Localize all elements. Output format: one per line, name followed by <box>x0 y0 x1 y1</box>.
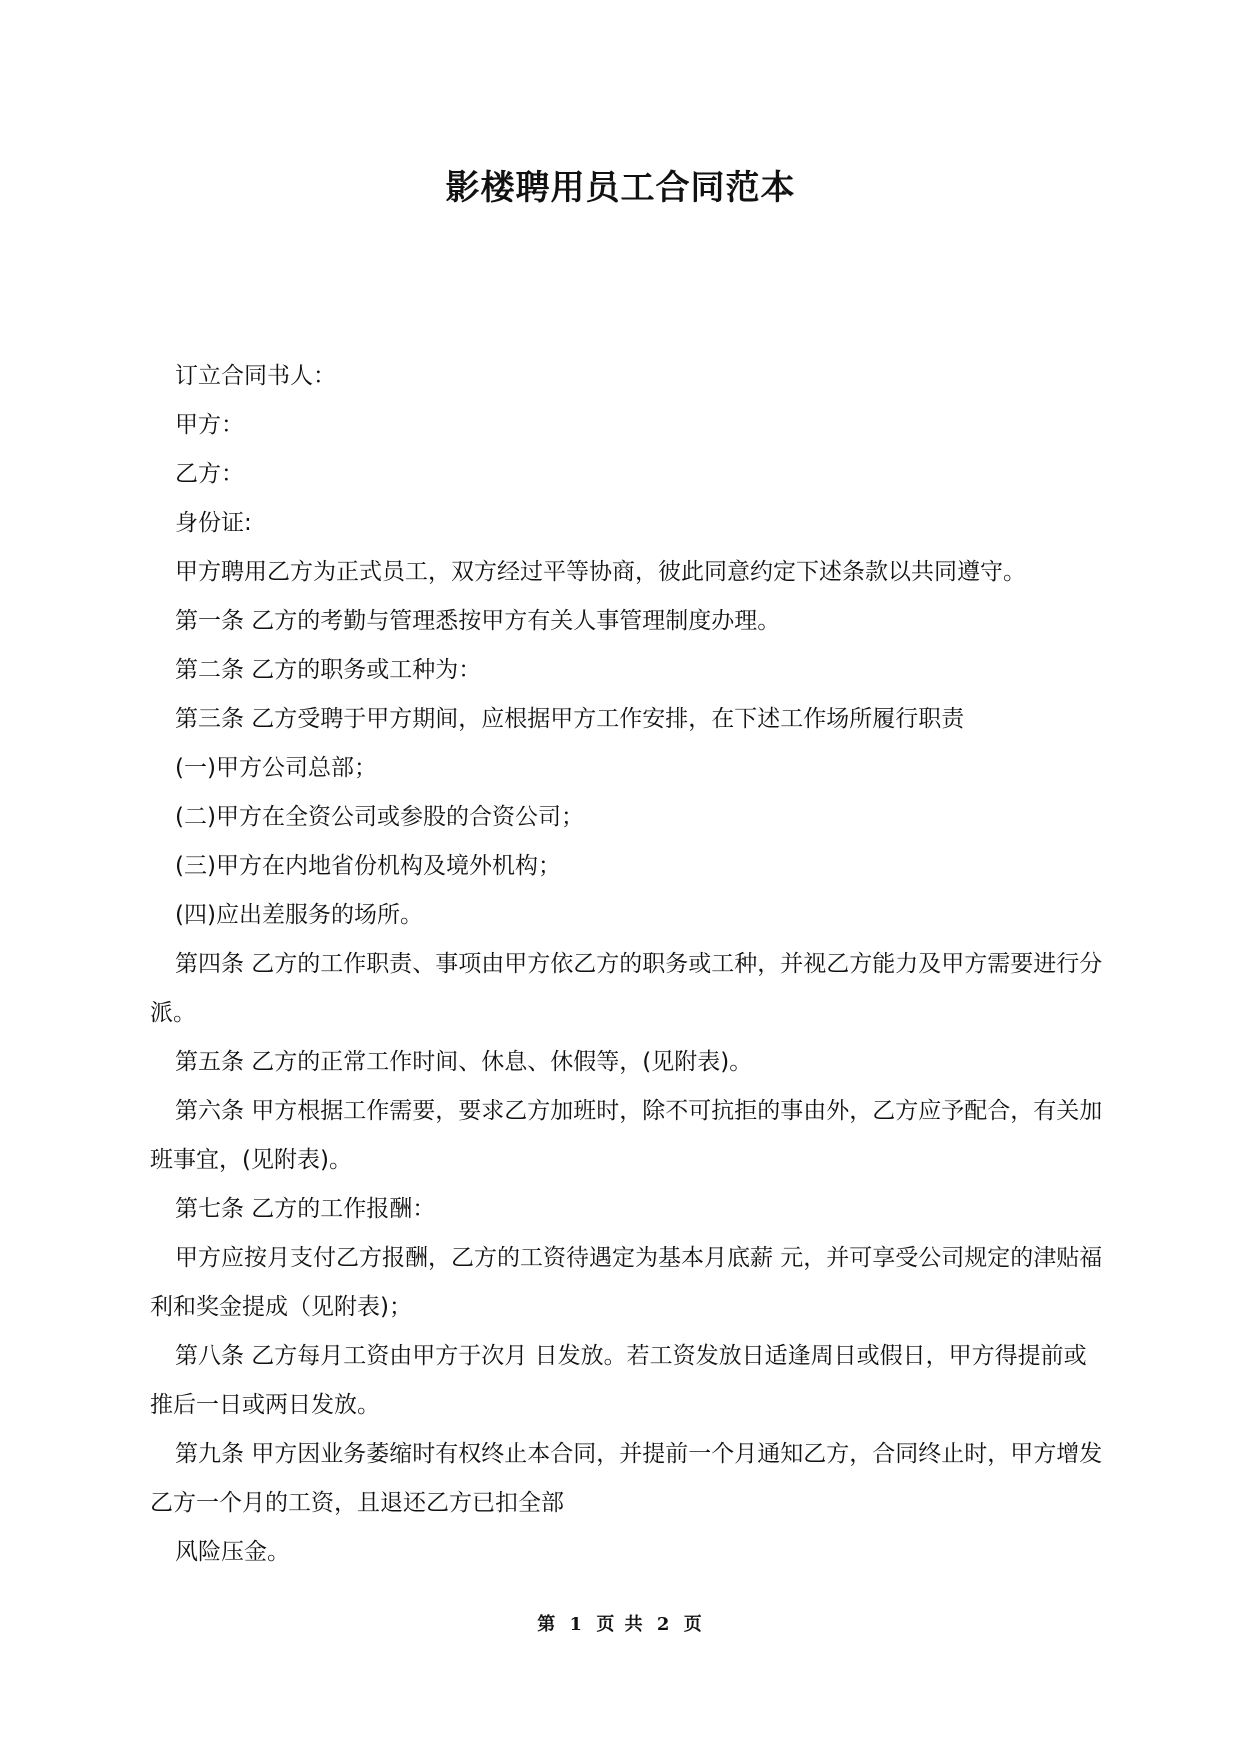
paragraph: 风险压金。 <box>175 1539 290 1565</box>
paragraph: 第五条 乙方的正常工作时间、休息、休假等，(见附表)。 <box>175 1049 753 1075</box>
paragraph: 第七条 乙方的工作报酬： <box>175 1196 436 1222</box>
paragraph: 第六条 甲方根据工作需要，要求乙方加班时，除不可抗拒的事由外，乙方应予配合，有关加班事宜，(见附表)。 <box>150 1098 1103 1173</box>
footer-total-pages: 2 <box>656 1614 672 1635</box>
paragraph: 订立合同书人： <box>175 363 336 389</box>
document-body <box>150 352 1105 1577</box>
paragraph: (一)甲方公司总部； <box>175 755 377 781</box>
footer-prefix: 第 <box>537 1614 558 1635</box>
paragraph: 甲方聘用乙方为正式员工，双方经过平等协商，彼此同意约定下述条款以共同遵守。 <box>175 559 1026 585</box>
document-title: 影楼聘用员工合同范本 <box>445 168 796 208</box>
footer-page-number: 1 <box>569 1614 585 1635</box>
paragraph: 第九条 甲方因业务萎缩时有权终止本合同，并提前一个月通知乙方，合同终止时，甲方增发乙方一个月的工资，且退还乙方已扣全部 <box>150 1441 1103 1516</box>
paragraph: 乙方： <box>175 461 244 487</box>
paragraph: 甲方应按月支付乙方报酬，乙方的工资待遇定为基本月底薪 元，并可享受公司规定的津贴福利和奖金提成（见附表)； <box>150 1245 1103 1320</box>
paragraph: (四)应出差服务的场所。 <box>175 902 423 928</box>
footer-suffix: 页 <box>683 1614 704 1635</box>
paragraph: 身份证: <box>175 510 252 536</box>
paragraph: 甲方： <box>175 412 244 438</box>
page-footer <box>0 1610 1241 1636</box>
paragraph: 第二条 乙方的职务或工种为： <box>175 657 482 683</box>
paragraph: 第八条 乙方每月工资由甲方于次月 日发放。若工资发放日适逢周日或假日，甲方得提前或推后一日或两日发放。 <box>150 1343 1087 1418</box>
paragraph: 第四条 乙方的工作职责、事项由甲方依乙方的职务或工种，并视乙方能力及甲方需要进行分派。 <box>150 951 1103 1026</box>
paragraph: 第三条 乙方受聘于甲方期间，应根据甲方工作安排，在下述工作场所履行职责 <box>175 706 965 732</box>
paragraph: 第一条 乙方的考勤与管理悉按甲方有关人事管理制度办理。 <box>175 608 781 634</box>
footer-mid: 页 共 <box>596 1614 645 1635</box>
paragraph: (三)甲方在内地省份机构及境外机构； <box>175 853 561 879</box>
paragraph: (二)甲方在全资公司或参股的合资公司； <box>175 804 584 830</box>
